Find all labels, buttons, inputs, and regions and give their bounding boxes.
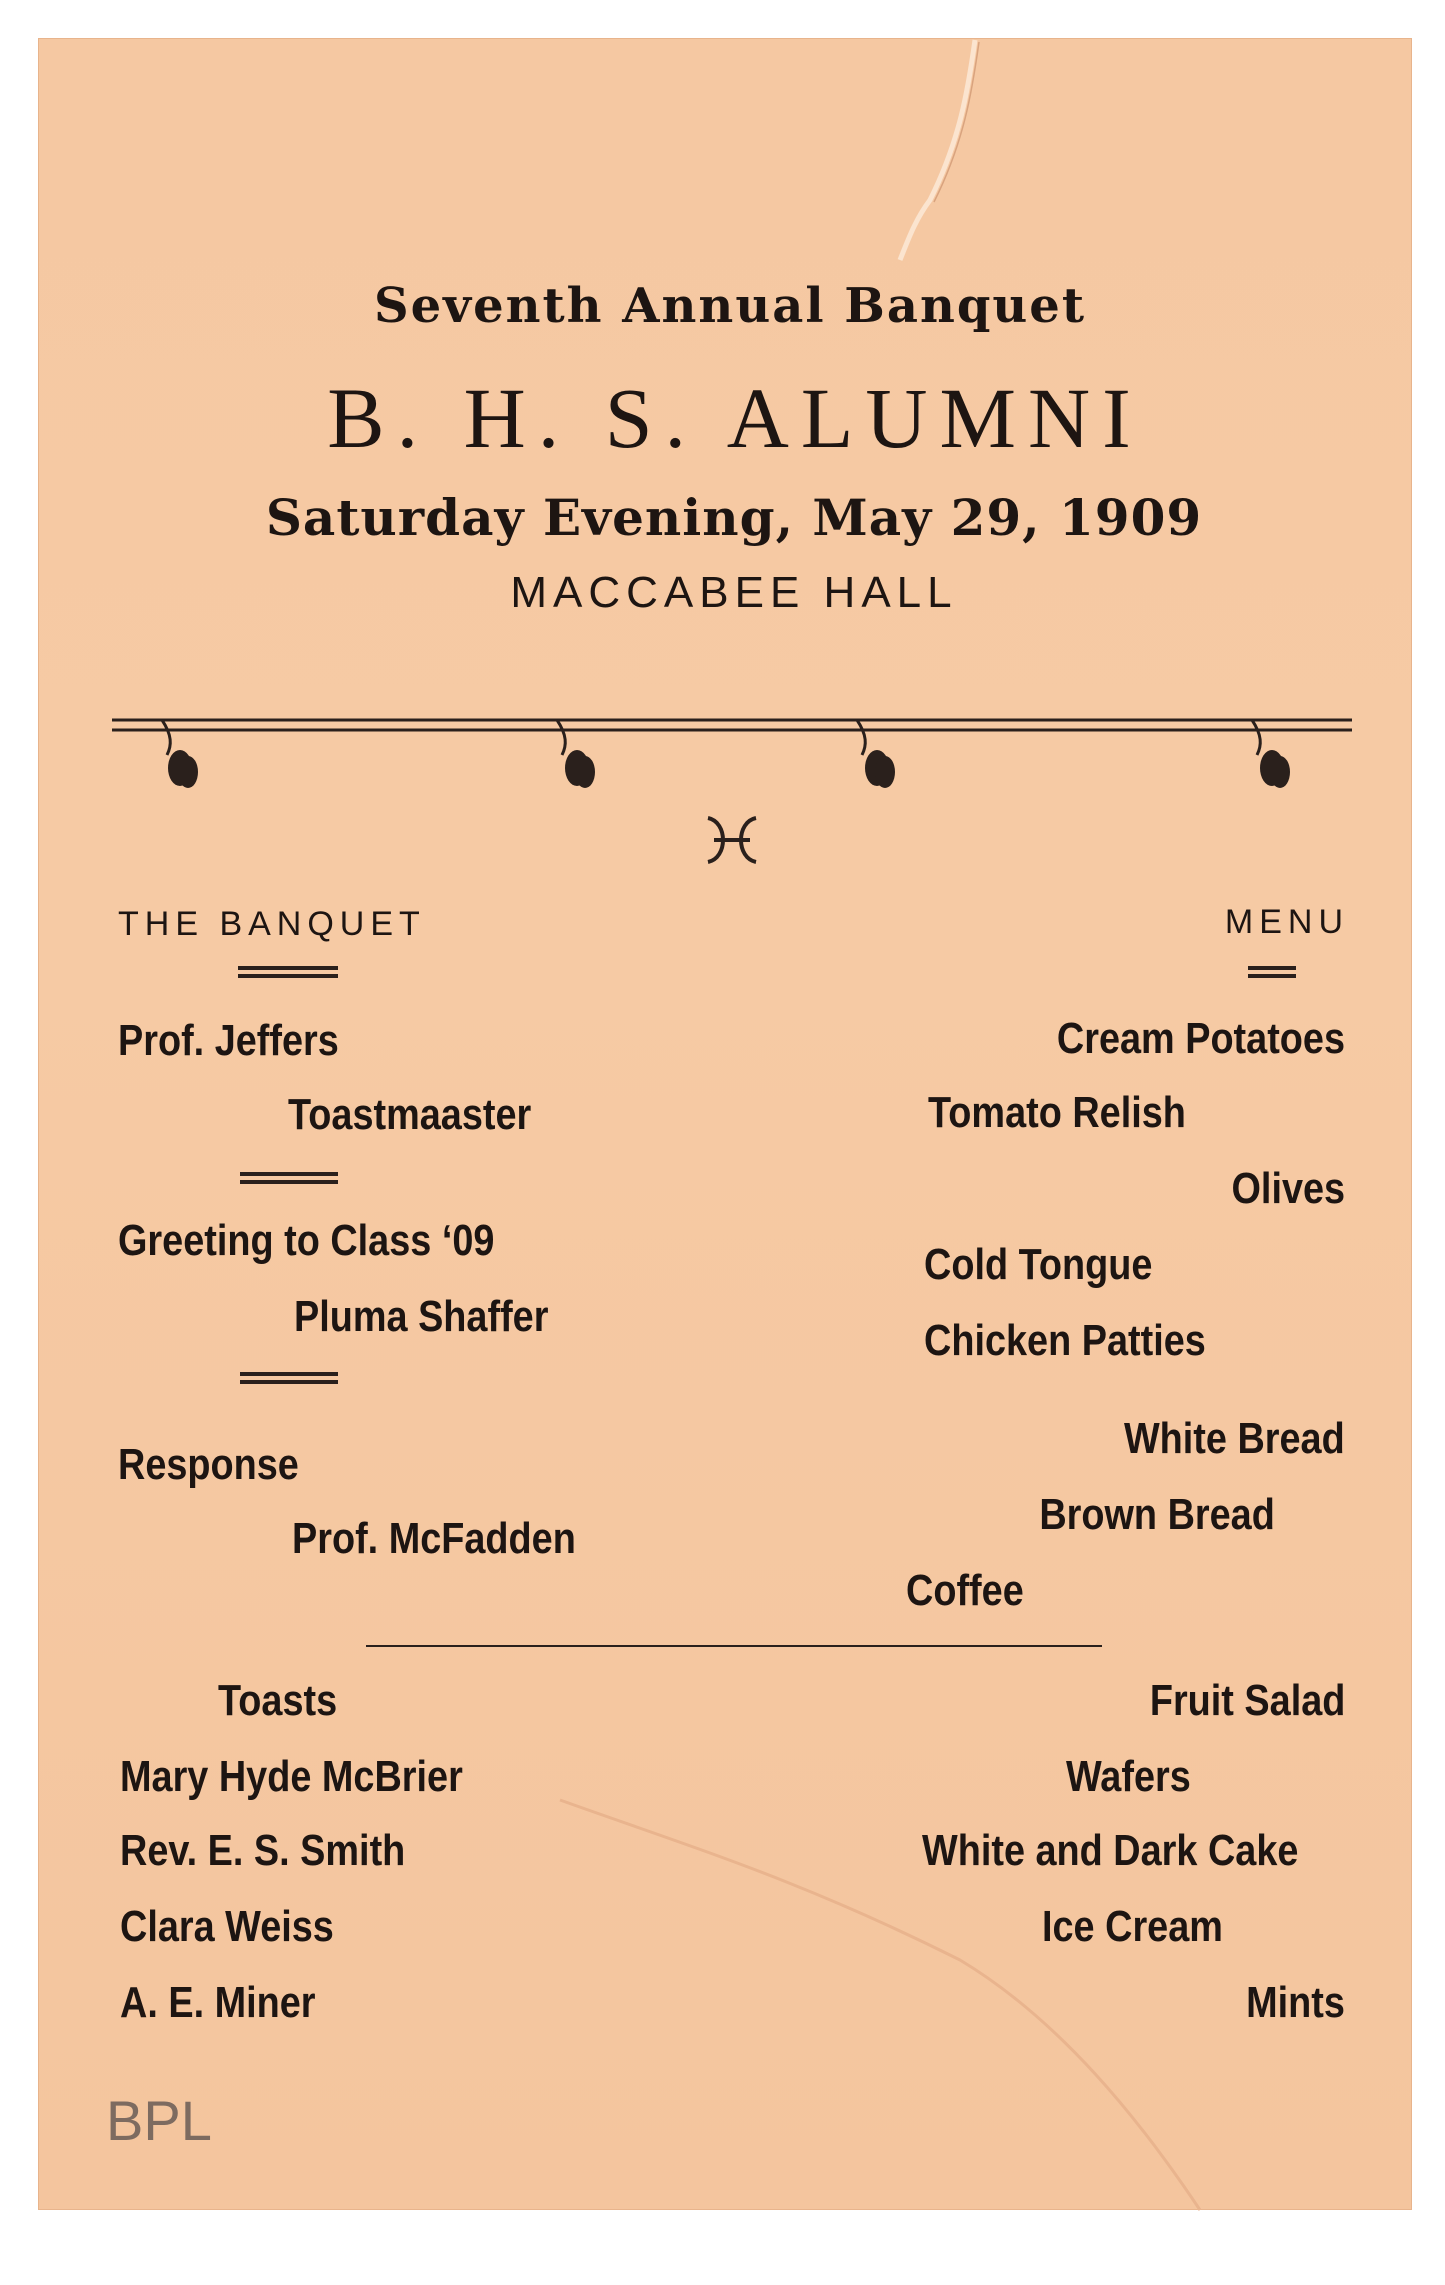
toast-speaker: Rev. E. S. Smith [120,1826,406,1875]
section-divider [366,1645,1102,1647]
event-date: Saturday Evening, May 29, 1909 [265,488,1203,547]
toast-speaker: Clara Weiss [120,1902,334,1951]
toastmaster-role: Toastmaaster [288,1090,532,1139]
response-name: Prof. McFadden [292,1514,576,1563]
menu-item: Olives [1231,1164,1345,1213]
dessert-item: Ice Cream [1042,1902,1223,1951]
dessert-item: Fruit Salad [1149,1676,1345,1725]
double-rule [240,1172,338,1184]
menu-item: Tomato Relish [928,1088,1186,1137]
menu-item: White Bread [1124,1414,1345,1463]
venue: MACCABEE HALL [510,568,958,617]
greeting-name: Pluma Shaffer [294,1292,549,1341]
menu-item: Coffee [906,1566,1024,1615]
menu-item: Cold Tongue [924,1240,1153,1289]
banquet-line: Seventh Annual Banquet [373,278,1087,334]
toasts-heading: Toasts [218,1676,338,1725]
menu-heading: MENU [1224,903,1349,941]
toast-speaker: A. E. Miner [120,1978,316,2027]
double-rule [238,966,338,978]
bpl-watermark: BPL [106,2089,212,2152]
dessert-item: White and Dark Cake [922,1826,1299,1875]
small-ornament-icon [704,812,760,868]
banquet-heading: THE BANQUET [118,905,426,943]
menu-item: Chicken Patties [924,1316,1206,1365]
ornamental-divider [112,700,1372,800]
greeting-title: Greeting to Class ‘09 [118,1216,495,1265]
toastmaster-name: Prof. Jeffers [118,1016,339,1065]
dessert-item: Wafers [1066,1752,1191,1801]
double-rule [240,1372,338,1384]
double-rule [1248,966,1296,978]
page-title: B. H. S. ALUMNI [327,370,1143,466]
response-title: Response [118,1440,299,1489]
dessert-item: Mints [1246,1978,1345,2027]
toast-speaker: Mary Hyde McBrier [120,1752,463,1801]
menu-item: Cream Potatoes [1056,1014,1345,1063]
menu-item: Brown Bread [1039,1490,1275,1539]
